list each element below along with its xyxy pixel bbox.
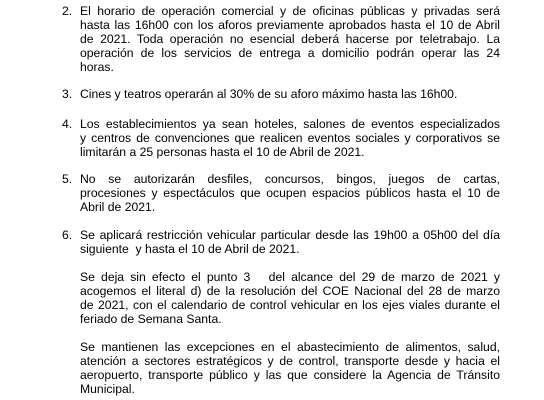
text-line: operación de los servicios de entrega a domicilio podrán operar las 24 bbox=[80, 46, 500, 60]
text-line: feriado de Semana Santa. bbox=[80, 312, 222, 326]
list-number: 6. bbox=[62, 228, 73, 242]
list-item-5 bbox=[62, 172, 500, 214]
text-line: siguiente y hasta el 10 de Abril de 2021. bbox=[80, 242, 300, 256]
paragraph-alcance bbox=[80, 270, 500, 326]
list-number: 4. bbox=[62, 117, 73, 131]
text-line: hasta las 16h00 con los aforos previamente aprobados hasta el 10 de Abril bbox=[80, 18, 500, 32]
text-line: Municipal. bbox=[80, 382, 135, 396]
text-line: de 2021. Toda operación no esencial deberá hacerse por teletrabajo. La bbox=[80, 32, 500, 46]
text-line: procesiones y espectáculos que ocupen espacios públicos hasta el 10 de bbox=[80, 186, 500, 200]
text-line: Abril de 2021. bbox=[80, 200, 156, 214]
paragraph-excepciones bbox=[80, 340, 500, 396]
text-line: y centros de convenciones que realicen eventos sociales y corporativos se bbox=[80, 131, 500, 145]
text-line: acogemos el literal d) de la resolución del COE Nacional del 28 de marzo bbox=[80, 284, 500, 298]
list-number: 3. bbox=[62, 87, 73, 101]
text-line: Se mantienen las excepciones en el abastecimiento de alimentos, salud, bbox=[80, 340, 500, 354]
text-line: atención a sectores estratégicos y de control, transporte desde y hacia el bbox=[80, 354, 500, 368]
list-number: 5. bbox=[62, 172, 73, 186]
text-line: limitarán a 25 personas hasta el 10 de Abril de 2021. bbox=[80, 145, 365, 159]
text-line: horas. bbox=[80, 60, 114, 74]
text-line: Se aplicará restricción vehicular particular desde las 19h00 a 05h00 del día bbox=[80, 228, 500, 242]
text-line: aeropuerto, transporte público y las que considere la Agencia de Tránsito bbox=[80, 368, 500, 382]
text-line: Los establecimientos ya sean hoteles, salones de eventos especializados bbox=[80, 117, 500, 131]
list-item-2 bbox=[62, 4, 500, 74]
list-item-3 bbox=[62, 87, 500, 101]
text-line: Se deja sin efecto el punto 3 del alcance del 29 de marzo de 2021 y bbox=[80, 270, 500, 284]
text-line: Cines y teatros operarán al 30% de su aforo máximo hasta las 16h00. bbox=[80, 87, 458, 101]
list-item-6 bbox=[62, 228, 500, 256]
text-line: El horario de operación comercial y de oficinas públicas y privadas será bbox=[80, 4, 500, 18]
text-line: de 2021, con el calendario de control vehicular en los ejes viales durante el bbox=[80, 298, 500, 312]
list-number: 2. bbox=[62, 4, 73, 18]
text-line: No se autorizarán desfiles, concursos, bingos, juegos de cartas, bbox=[80, 172, 500, 186]
list-item-4 bbox=[62, 117, 500, 159]
